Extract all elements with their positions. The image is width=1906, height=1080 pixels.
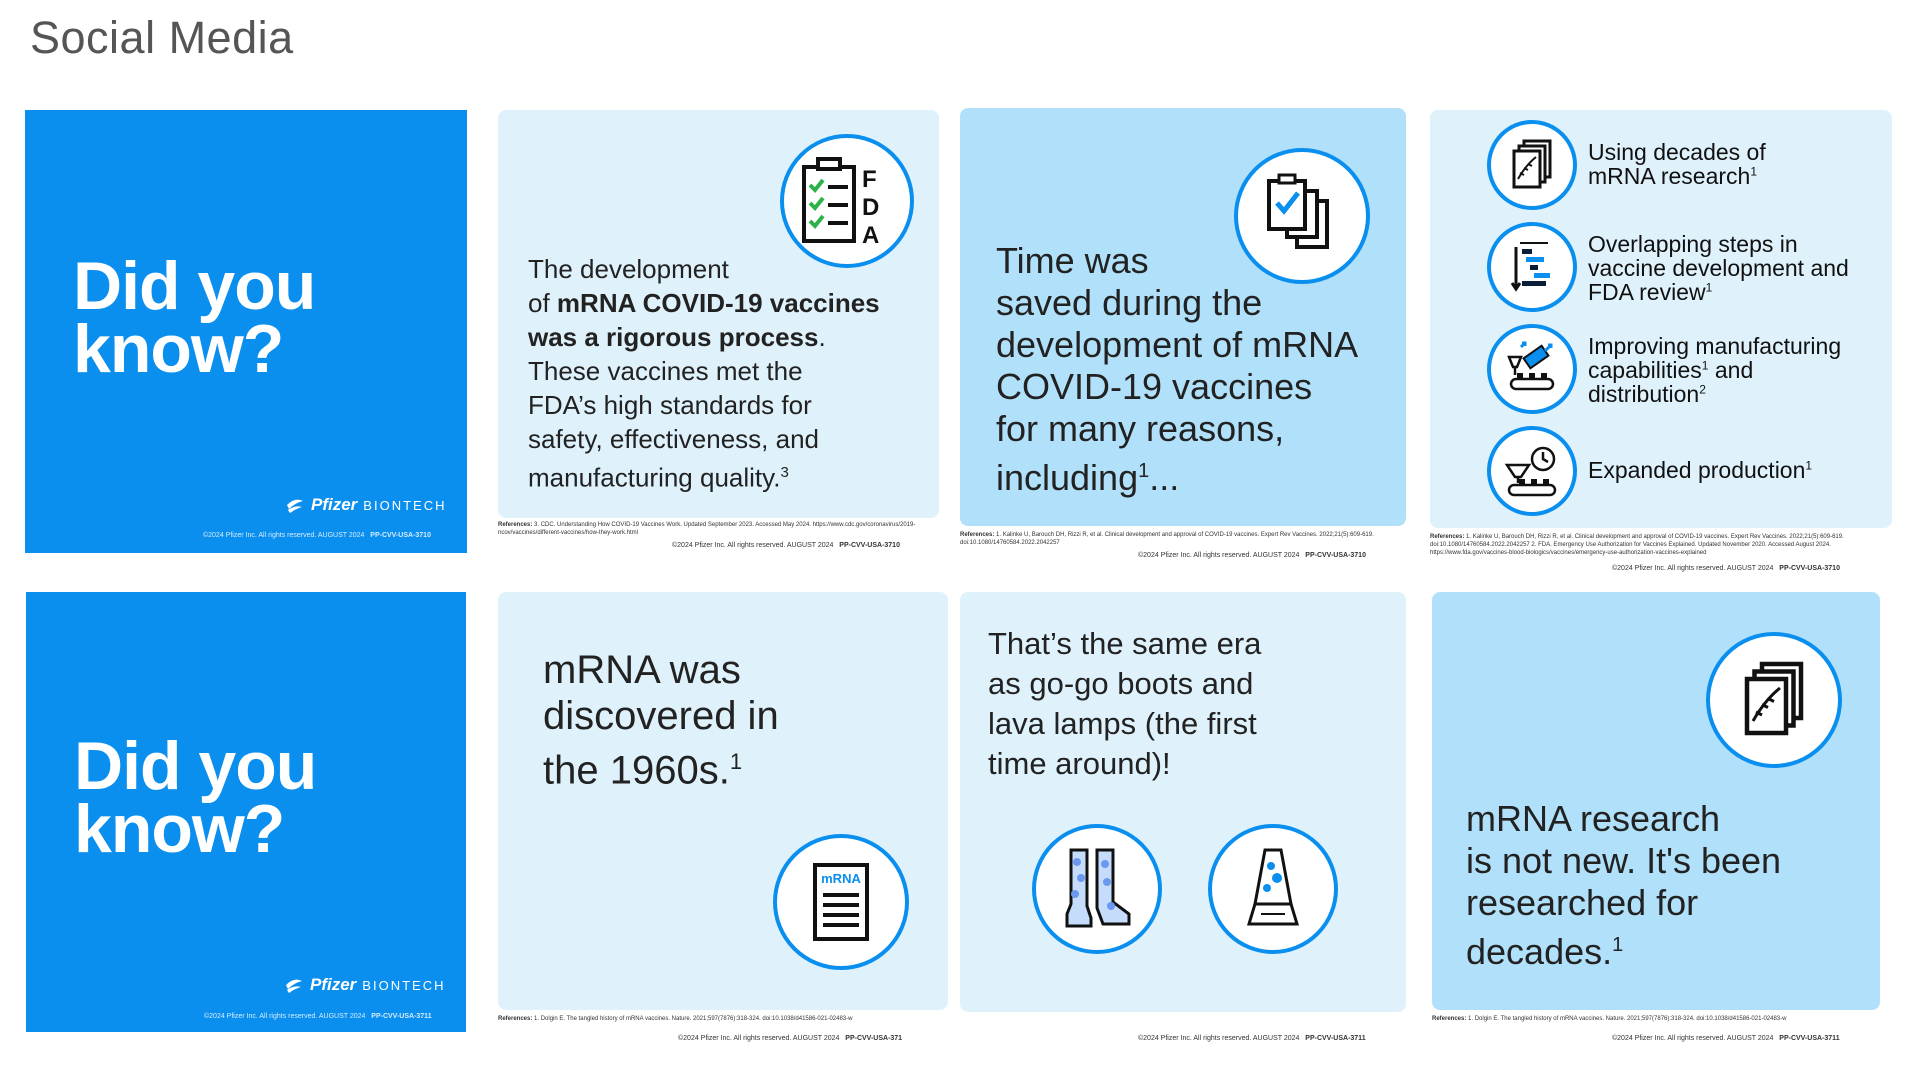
svg-text:mRNA: mRNA <box>821 871 861 886</box>
copyright: ©2024 Pfizer Inc. All rights reserved. AUGUST 2024 PP-CVV-USA-3711 <box>204 1013 432 1020</box>
references: References: 1. Dolgin E. The tangled history of mRNA vaccines. Nature. 2021;597(7876):318-324. doi:10.1038/d41586-021-02483-w <box>1432 1016 1787 1022</box>
mrna-stack-icon <box>1729 655 1819 745</box>
mrna-stack-icon <box>1502 135 1562 195</box>
svg-text:F: F <box>862 166 877 193</box>
pfizer-logo-icon <box>284 975 304 995</box>
list-item: Using decades of mRNA research$^1$ <box>1588 139 1766 190</box>
references: References: 1. Kalinke U, Barouch DH, Rizzi R, et al. Clinical development and approval of COVID-19 vaccines. Expert Rev Vaccines. 2022;21(5):609-619. doi:10.1080/14760584.2022.2042257 <box>960 532 1374 546</box>
post-research-not-new[interactable] <box>1432 592 1880 1010</box>
post-same-era[interactable] <box>960 592 1406 1012</box>
post-body-text: mRNA was discovered in the 1960s.$^1$ <box>543 648 779 793</box>
page-title: Social Media <box>30 12 294 63</box>
copyright: ©2024 Pfizer Inc. All rights reserved. AUGUST 2024 PP-CVV-USA-3710 <box>1138 552 1366 559</box>
mrna-stack-icon-circle <box>1487 120 1577 210</box>
svg-text:D: D <box>862 194 880 221</box>
production-clock-icon <box>1501 441 1563 501</box>
copyright: ©2024 Pfizer Inc. All rights reserved. AUGUST 2024 PP-CVV-USA-3710 <box>1612 565 1840 572</box>
fda-checklist-icon-circle <box>780 134 914 268</box>
references: References: 1. Kalinke U, Barouch DH, Rizzi R, et al. Clinical development and approval of COVID-19 vaccines. Expert Rev Vaccines. 2022;21(5):609-619. doi:10.1080/14760584.2022.2042257 2. FDA. Emergency Use Authorization for Vaccines Explained. Updated November 2020. Accessed August 2024. https://www.fda.gov/vaccines-blood-biologics/vaccines/emergency-use-authorization-vaccines-explained <box>1430 534 1844 556</box>
copyright: ©2024 Pfizer Inc. All rights reserved. AUGUST 2024 PP-CVV-USA-3710 <box>203 532 431 539</box>
brand-logo: Pfizer BIONTECH <box>284 975 445 995</box>
timeline-steps-icon-circle <box>1487 222 1577 312</box>
manufacturing-icon-circle <box>1487 324 1577 414</box>
post-time-saved[interactable] <box>960 108 1406 526</box>
lava-lamp-icon-circle <box>1208 824 1338 954</box>
timeline-steps-icon <box>1502 237 1562 297</box>
copyright: ©2024 Pfizer Inc. All rights reserved. AUGUST 2024 PP-CVV-USA-371 <box>678 1035 903 1042</box>
references: References: 3. CDC. Understanding How COVID-19 Vaccines Work. Updated September 2023. Accessed May 2024. https://www.cdc.gov/coronavirus/2019-ncov/vaccines/different-vaccines/how-they-work.html <box>498 522 916 536</box>
production-clock-icon-circle <box>1487 426 1577 516</box>
mrna-document-icon-circle <box>773 834 909 970</box>
svg-text:A: A <box>862 222 880 249</box>
list-item: Overlapping steps in vaccine development and FDA review$^1$ <box>1588 231 1849 306</box>
fda-checklist-icon <box>792 151 902 251</box>
headline: Did you know? <box>74 728 317 867</box>
post-body-text: mRNA research is not new. It's been researched for decades.$^1$ <box>1466 798 1782 972</box>
manufacturing-icon <box>1501 339 1563 399</box>
post-mrna-discovered[interactable] <box>498 592 948 1010</box>
go-go-boots-icon <box>1057 844 1137 934</box>
post-reasons-list[interactable] <box>1430 110 1892 528</box>
mrna-document-icon <box>801 857 881 947</box>
copyright: ©2024 Pfizer Inc. All rights reserved. AUGUST 2024 PP-CVV-USA-3710 <box>672 542 900 549</box>
lava-lamp-icon <box>1243 844 1303 934</box>
copyright: ©2024 Pfizer Inc. All rights reserved. AUGUST 2024 PP-CVV-USA-3711 <box>1138 1035 1366 1042</box>
go-go-boots-icon-circle <box>1032 824 1162 954</box>
post-body-text: Time was saved during the development of mRNA COVID-19 vaccines for many reasons, including$^1$... <box>996 240 1359 498</box>
copyright: ©2024 Pfizer Inc. All rights reserved. AUGUST 2024 PP-CVV-USA-3711 <box>1612 1035 1840 1042</box>
list-item: Expanded production$^1$ <box>1588 457 1813 483</box>
mrna-stack-icon-circle <box>1706 632 1842 768</box>
post-did-you-know-2[interactable] <box>26 592 466 1032</box>
brand-logo: Pfizer BIONTECH <box>285 495 446 515</box>
post-body-text: The development of mRNA COVID-19 vaccines was a rigorous process. These vaccines met the FDA’s high standards for safety, effectiveness, and manufacturing quality.$^3$ <box>528 254 880 493</box>
post-body-text: That’s the same era as go-go boots and lava lamps (the first time around)! <box>988 626 1262 781</box>
list-item: Improving manufacturing capabilities$^1$ and distribution$^2$ <box>1588 333 1842 408</box>
pfizer-logo-icon <box>285 495 305 515</box>
post-did-you-know-1[interactable] <box>25 110 467 553</box>
references: References: 1. Dolgin E. The tangled history of mRNA vaccines. Nature. 2021;597(7876):318-324. doi:10.1038/d41586-021-02483-w <box>498 1016 853 1022</box>
post-rigorous-process[interactable] <box>498 110 939 518</box>
headline: Did you know? <box>73 248 316 387</box>
